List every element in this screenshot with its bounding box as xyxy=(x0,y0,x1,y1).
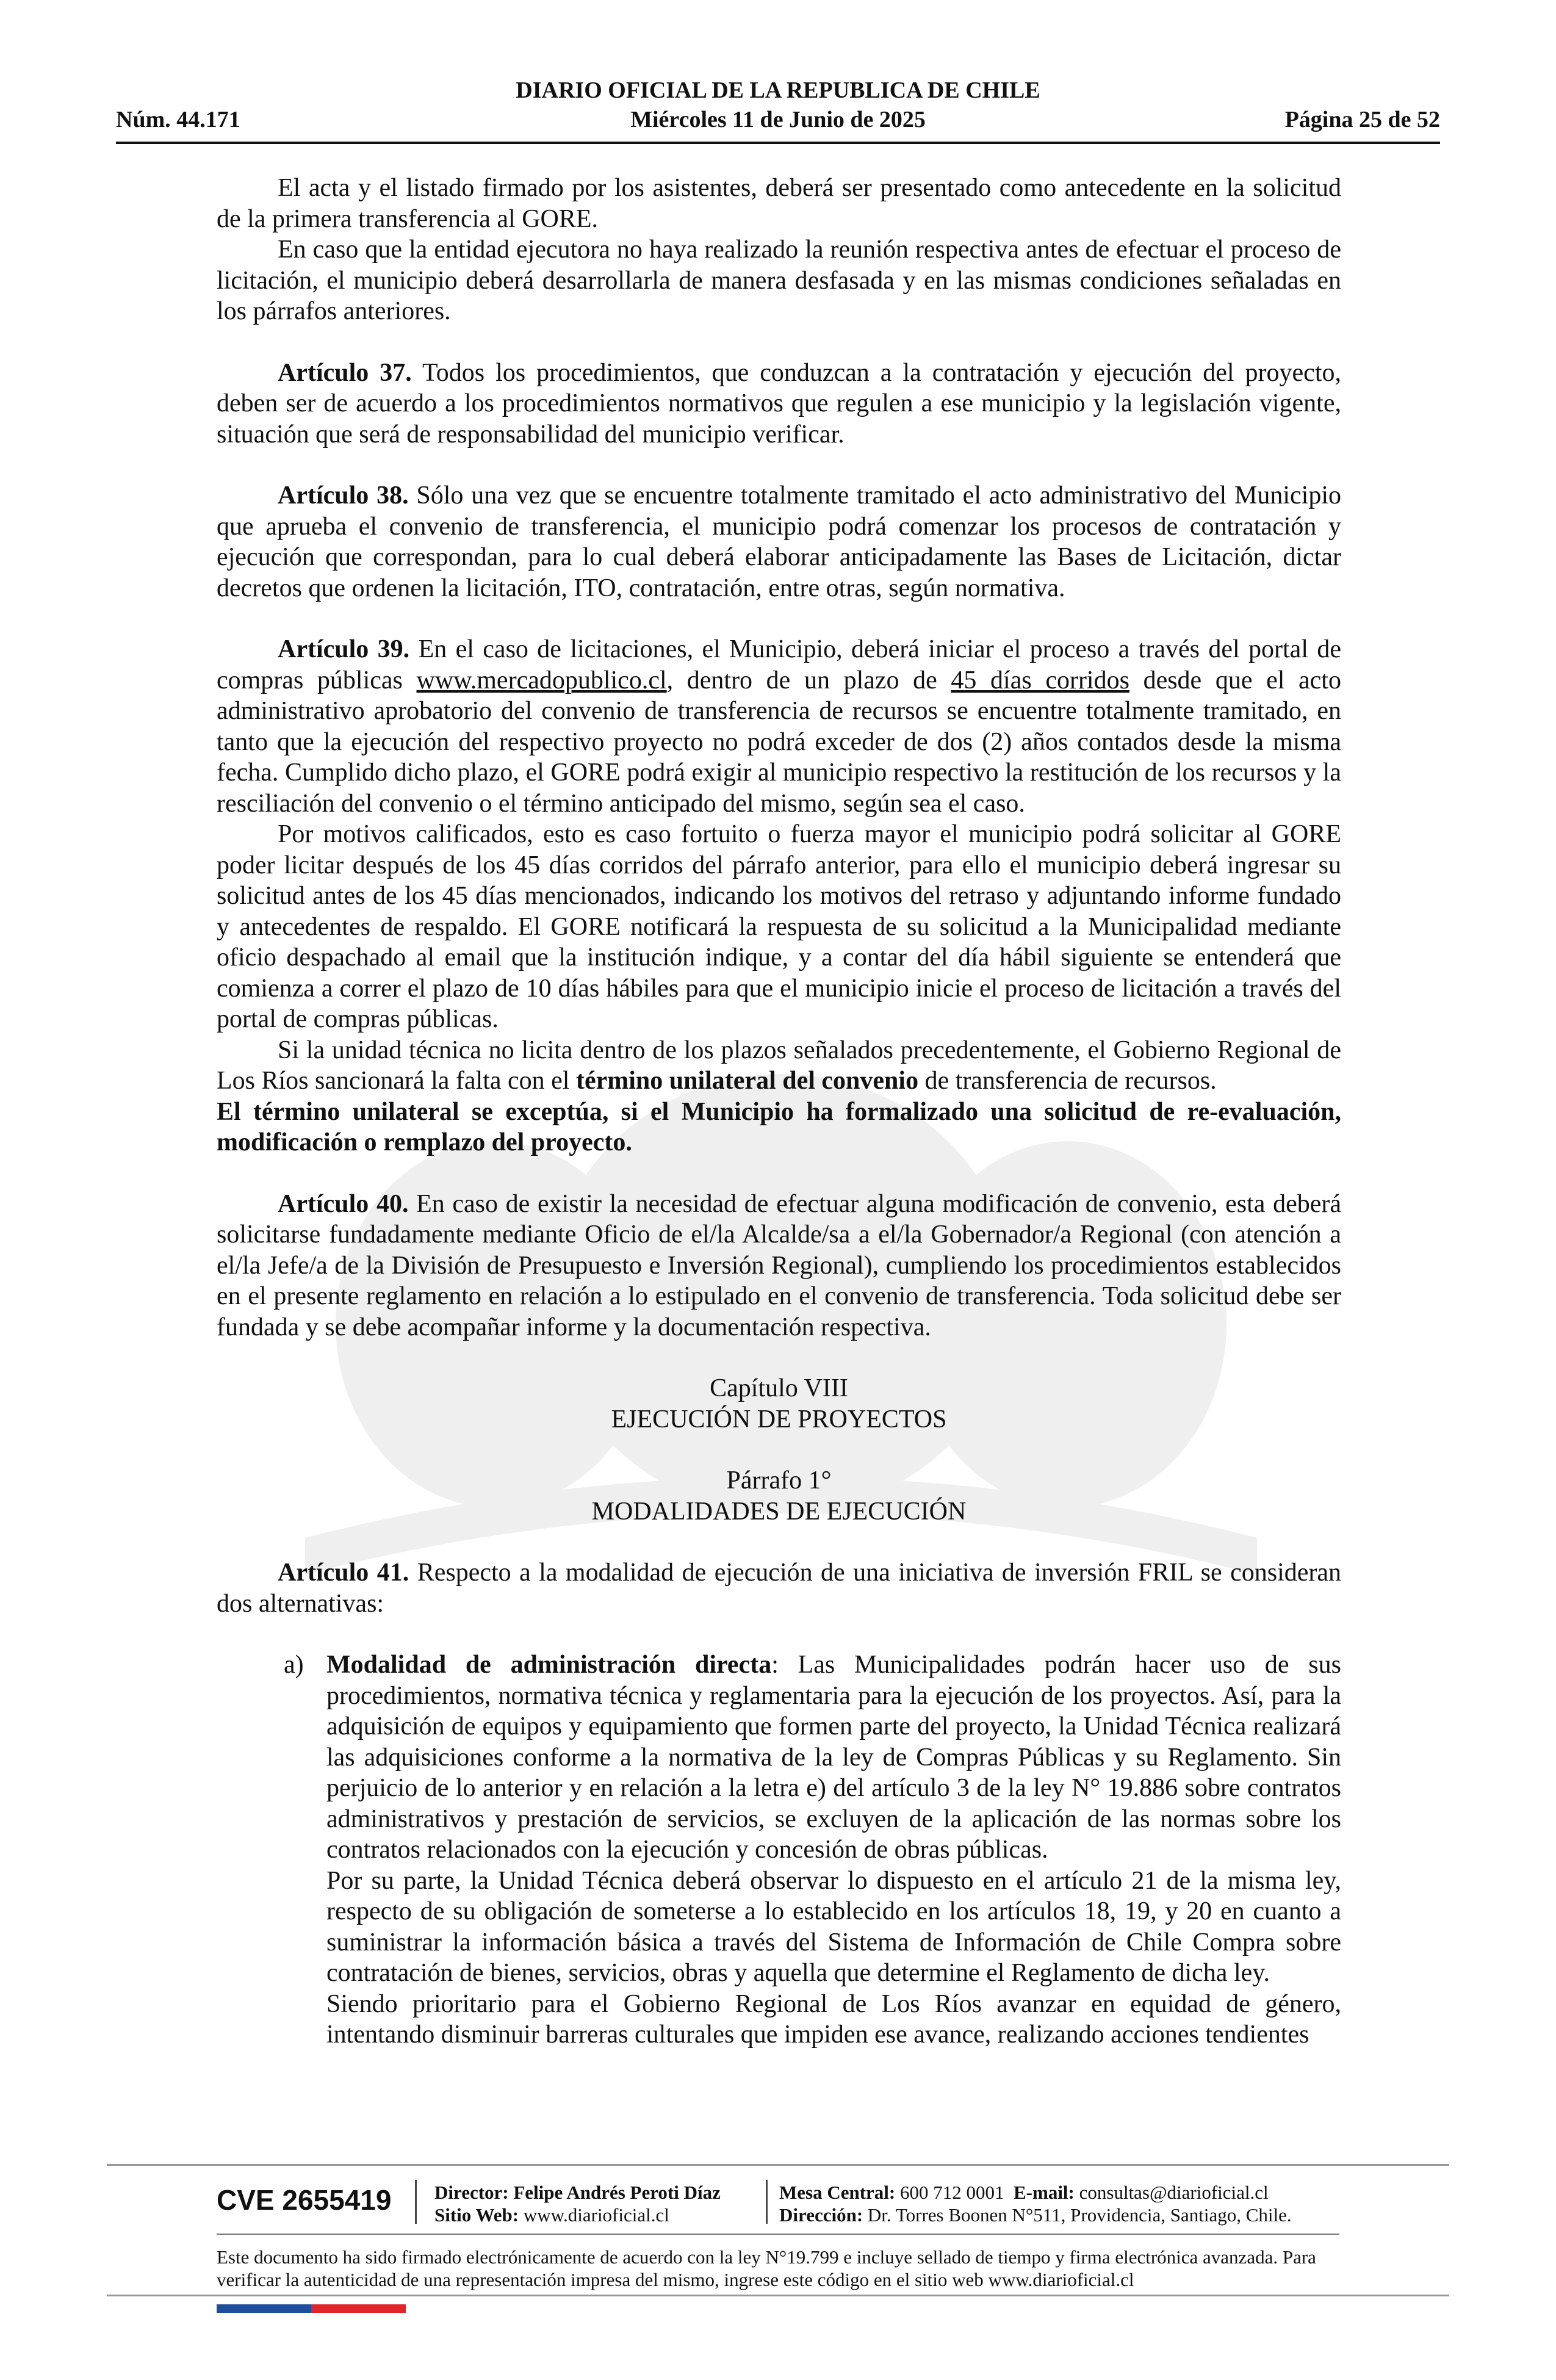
article-40 xyxy=(217,1189,1341,1343)
paragraph: Por motivos calificados, esto es caso fortuito o fuerza mayor el municipio podrá solicitar al GORE poder licitar después de los 45 días corridos del párrafo anterior, para ello el municipio deberá ingresar su solicitud antes de los 45 días mencionados, indicando los motivos del retraso y adjuntando informe fundado y antecedentes de respaldo. El GORE notificará la respuesta de su solicitud a la Municipalidad mediante oficio despachado al email que la institución indique, y a contar del día hábil siguiente se entenderá que comienza a correr el plazo de 10 días hábiles para que el municipio inicie el proceso de licitación a través del portal de compras públicas. xyxy=(217,820,1341,1033)
article-text: desde que el acto administrativo aprobatorio del convenio de transferencia de recursos se encuentre totalmente tramitado, en tanto que la ejecución del respectivo proyecto no podrá exceder de dos (2) años contados desde la misma fecha. Cumplido dicho plazo, el GORE podrá exigir al municipio respectivo la restitución de los recursos y la resciliación del convenio o el término anticipado del mismo, según sea el caso. xyxy=(217,666,1341,818)
article-text: Si la unidad técnica no licita dentro de los plazos señalados precedentemente, el Gobierno Regional de Los Ríos sancionará la falta con el xyxy=(217,1036,1341,1095)
paragraph: El acta y el listado firmado por los asistentes, deberá ser presentado como antecedente en la solicitud de la primera transferencia al GORE. xyxy=(217,174,1341,233)
publication-title: DIARIO OFICIAL DE LA REPUBLICA DE CHILE xyxy=(516,78,1040,103)
flag-stripe-red xyxy=(311,2304,406,2313)
article-title: Artículo 38. xyxy=(278,481,409,510)
publication-date: Miércoles 11 de Junio de 2025 xyxy=(630,107,926,132)
chapter-title: EJECUCIÓN DE PROYECTOS xyxy=(611,1405,947,1433)
issue-number: Núm. 44.171 xyxy=(116,107,240,132)
director-label: Director: xyxy=(434,2182,509,2203)
legal-notice: Este documento ha sido firmado electrónicamente de acuerdo con la ley N°19.799 e incluye sellado de tiempo y firma electrónica avanzada. Para verificar la autenticidad de una representación impresa del mismo, ingrese este código en el sitio web www.diarioficial.cl xyxy=(217,2246,1316,2290)
article-title: Artículo 41. xyxy=(278,1559,409,1587)
footer-contact-block xyxy=(779,2181,1292,2226)
article-41 xyxy=(217,1557,1341,1619)
list-item-text xyxy=(326,1650,1341,1866)
article-title: Artículo 37. xyxy=(278,358,412,387)
paragraph-label: Párrafo 1° xyxy=(726,1466,832,1495)
address-value: Dr. Torres Boonen N°511, Providencia, Santiago, Chile. xyxy=(867,2204,1292,2226)
web-label: Sitio Web: xyxy=(434,2204,519,2226)
paragraph-heading xyxy=(217,1465,1341,1527)
paragraph-title: MODALIDADES DE EJECUCIÓN xyxy=(591,1497,967,1526)
director-name: Felipe Andrés Peroti Díaz xyxy=(513,2182,721,2203)
article-text: de transferencia de recursos. xyxy=(918,1067,1217,1095)
list-marker: a) xyxy=(284,1651,304,1679)
web-link[interactable]: www.diarioficial.cl xyxy=(523,2204,669,2226)
mercadopublico-link[interactable]: www.mercadopublico.cl xyxy=(416,666,667,694)
bold-sentence: El término unilateral se exceptúa, si el Municipio ha formalizado una solicitud de re-evaluación, modificación o remplazo del proyecto. xyxy=(217,1097,1341,1156)
header-center xyxy=(116,76,1440,134)
cve-code: CVE 2655419 xyxy=(217,2184,392,2216)
footer-divider xyxy=(107,2164,1449,2166)
email-label: E-mail: xyxy=(1014,2182,1075,2203)
mesa-value: 600 712 0001 xyxy=(900,2182,1004,2203)
footer-divider xyxy=(107,2295,1449,2296)
item-title: Modalidad de administración directa xyxy=(326,1651,772,1679)
list-item-a xyxy=(217,1650,1341,2050)
article-text: Todos los procedimientos, que conduzcan a la contratación y ejecución del proyecto, deben ser de acuerdo a los procedimientos normativos que regulen a ese municipio y la legislación vigente, situación que será de responsabilidad del municipio verificar. xyxy=(217,358,1341,449)
article-title: Artículo 40. xyxy=(278,1189,409,1218)
bold-phrase: término unilateral del convenio xyxy=(575,1067,919,1095)
article-text: Sólo una vez que se encuentre totalmente tramitado el acto administrativo del Municipio que aprueba el convenio de transferencia, el municipio podrá comenzar los procesos de contratación y ejecución que correspondan, para lo cual deberá elaborar anticipadamente las Bases de Licitación, dictar decretos que ordenen la licitación, ITO, contratación, entre otras, según normativa. xyxy=(217,481,1342,602)
footer-separator xyxy=(766,2180,768,2224)
item-text: : Las Municipalidades podrán hacer uso de sus procedimientos, normativa técnica y reglamentaria para la ejecución de los proyectos. Así, para la adquisición de equipos y equipamiento que formen parte del proyecto, la Unidad Técnica realizará las adquisiciones conforme a la normativa de la ley de Compras Públicas y su Reglamento. Sin perjuicio de lo anterior y en relación a la letra e) del artículo 3 de la ley N° 19.886 sobre contratos administrativos y prestación de servicios, se excluyen de la aplicación de las normas sobre los contratos relacionados con la ejecución y concesión de obras públicas. xyxy=(326,1651,1341,1864)
flag-stripe-blue xyxy=(217,2304,311,2313)
footer-divider xyxy=(217,2234,1339,2235)
article-text: En el caso de licitaciones, el Municipio, deberá iniciar el proceso a través del portal de compras públicas xyxy=(217,635,1342,694)
article-38 xyxy=(217,480,1341,604)
footer-director-block xyxy=(434,2181,721,2226)
list-item-text: Por su parte, la Unidad Técnica deberá observar lo dispuesto en el artículo 21 de la misma ley, respecto de su obligación de someterse a lo establecido en los artículos 18, 19, y 20 en cuanto a suministrar la información básica a través del Sistema de Información de Chile Compra sobre contratación de bienes, servicios, obras y aquella que determine el Reglamento de dicha ley. xyxy=(326,1866,1341,1987)
address-label: Dirección: xyxy=(779,2204,863,2226)
article-37 xyxy=(217,358,1341,450)
footer-separator xyxy=(415,2180,417,2224)
page-number: Página 25 de 52 xyxy=(1284,107,1440,132)
list-item-text: Siendo prioritario para el Gobierno Regional de Los Ríos avanzar en equidad de género, intentando disminuir barreras culturales que impiden ese avance, realizando acciones tendientes xyxy=(326,1989,1341,2049)
chapter-label: Capítulo VIII xyxy=(710,1374,848,1402)
document-body xyxy=(217,173,1341,2050)
page-header xyxy=(116,73,1440,144)
chapter-heading xyxy=(217,1373,1341,1435)
article-text: , dentro de un plazo de xyxy=(666,666,951,694)
email-link[interactable]: consultas@diarioficial.cl xyxy=(1079,2182,1269,2203)
mesa-label: Mesa Central: xyxy=(779,2182,896,2203)
article-39 xyxy=(217,634,1341,819)
paragraph: En caso que la entidad ejecutora no haya realizado la reunión respectiva antes de efectuar el proceso de licitación, el municipio deberá desarrollarla de manera desfasada y en las mismas condiciones señaladas en los párrafos anteriores. xyxy=(217,236,1341,325)
article-text: En caso de existir la necesidad de efectuar alguna modificación de convenio, esta deberá solicitarse fundadamente mediante Oficio de el/la Alcalde/sa a el/la Gobernador/a Regional (con atención a el/la Jefe/a de la División de Presupuesto e Inversión Regional), cumpliendo los procedimientos establecidos en el presente reglamento en relación a lo estipulado en el convenio de transferencia. Toda solicitud debe ser fundada y se debe acompañar informe y la documentación respectiva. xyxy=(217,1189,1341,1341)
article-text: Respecto a la modalidad de ejecución de una iniciativa de inversión FRIL se consideran dos alternativas: xyxy=(217,1559,1342,1618)
paragraph xyxy=(217,1035,1341,1158)
article-title: Artículo 39. xyxy=(278,635,410,663)
days-underlined: 45 días corridos xyxy=(951,666,1129,694)
